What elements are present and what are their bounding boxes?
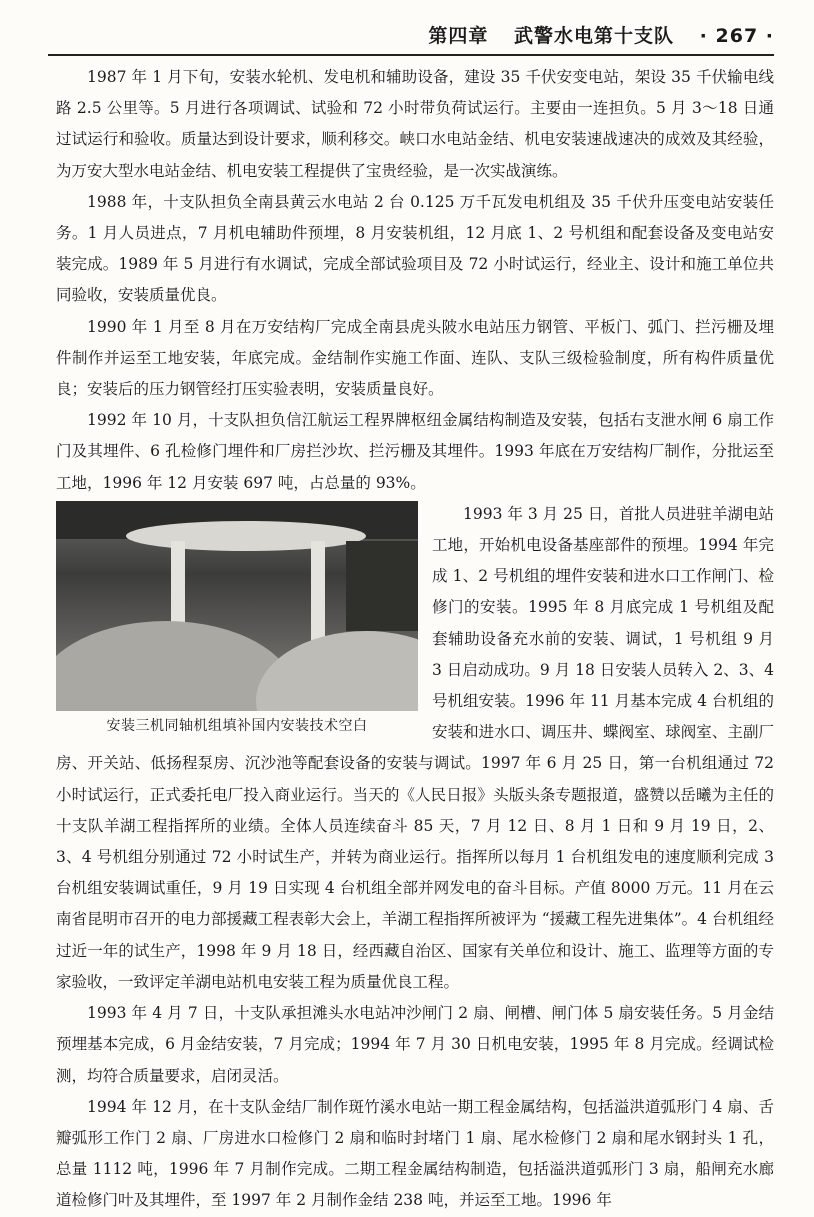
chapter-title: 武警水电第十支队 <box>514 25 675 47</box>
paragraph: 1988 年，十支队担负全南县黄云水电站 2 台 0.125 万千瓦发电机组及 35 千伏升压变电站安装任务。1 月人员进点，7 月机电辅助件预埋，8 月安装机组，12 月底 1、2 号机组和配套设备及变电站安装完成。1989 年 5 月进行有水调试，完成全部试验项目及 72 小时试运行，经业主、设计和施工单位共同验收，安装质量优良。 <box>56 192 774 305</box>
figure <box>56 501 418 742</box>
generator-installation-photo <box>56 501 418 711</box>
paragraph: 1993 年 3 月 25 日，首批人员进驻羊湖电站工地，开始机电设备基座部件的预埋。1994 年完成 1、2 号机组的埋件安装和进水口工作闸门、检修门的安装。1995 年 8 月底完成 1 号机组及配套辅助设备充水前的安装、调试，1 号机组 9 月 3 日启动成功。9 月 18 日安装人员转入 2、3、4 号机组安装。1996 年 11 月基本完成 4 台机组的安装和进水口、调压井、蝶阀室、球阀室、主副厂房、开关站、低扬程泵房、沉沙池等配套设备的安装与调试。1997 年 6 月 25 日，第一台机组通过 72 小时试运行，正式委托电厂投入商业运行。当天的《人民日报》头版头条专题报道，盛赞以岳曦为主任的十支队羊湖工程指挥所的业绩。全体人员连续奋斗 85 天，7 月 12 日、8 月 1 日和 9 月 19 日，2、3、4 号机组分别通过 72 小时试生产，并转为商业运行。指挥所以每月 1 台机组发电的速度顺利完成 3 台机组安装调试重任，9 月 19 日实现 4 台机组全部并网发电的奋斗目标。产值 8000 万元。11 月在云南省昆明市召开的电力部援藏工程表彰大会上，羊湖工程指挥所被评为 “援藏工程先进集体”。4 台机组经过近一年的试生产，1998 年 9 月 18 日，经西藏自治区、国家有关单位和设计、施工、监理等方面的专家验收，一致评定羊湖电站机电安装工程为质量优良工程。 <box>56 504 774 991</box>
paragraph: 1993 年 4 月 7 日，十支队承担滩头水电站冲沙闸门 2 扇、闸槽、闸门体 5 扇安装任务。5 月金结预埋基本完成，6 月金结安装，7 月完成；1994 年 7 月 30 日机电安装，1995 年 8 月完成。经调试检测，均符合质量要求，启闭灵活。 <box>56 1004 774 1085</box>
page-body <box>56 62 774 1217</box>
paragraph: 1987 年 1 月下旬，安装水轮机、发电机和辅助设备，建设 35 千伏安变电站，架设 35 千伏输电线路 2.5 公里等。5 月进行各项调试、试验和 72 小时带负荷试运行。主要由一连担负。5 月 3～18 日通过试运行和验收。质量达到设计要求，顺利移交。峡口水电站金结、机电安装速战速决的成效及其经验，为万安大型水电站金结、机电安装工程提供了宝贵经验，是一次实战演练。 <box>56 68 774 180</box>
page-header <box>48 18 774 56</box>
page-number: · 267 · <box>699 25 774 47</box>
figure-caption: 安装三机同轴机组填补国内安装技术空白 <box>106 717 368 734</box>
paragraph: 1994 年 12 月，在十支队金结厂制作斑竹溪水电站一期工程金属结构，包括溢洪道弧形门 4 扇、舌瓣弧形工作门 2 扇、厂房进水口检修门 2 扇和临时封堵门 1 扇、尾水检修门 2 扇和尾水钢封头 1 孔，总量 1112 吨，1996 年 7 月制作完成。二期工程金属结构制造，包括溢洪道弧形门 3 扇，船闸充水廊道检修门叶及其埋件，至 1997 年 2 月制作金结 238 吨，并运至工地。1996 年 <box>56 1097 774 1210</box>
paragraph: 1990 年 1 月至 8 月在万安结构厂完成全南县虎头陂水电站压力钢管、平板门、弧门、拦污栅及埋件制作并运至工地安装，年底完成。金结制作实施工作面、连队、支队三级检验制度，所有构件质量优良；安装后的压力钢管经打压实验表明，安装质量良好。 <box>56 317 774 399</box>
chapter-label: 第四章 <box>428 25 489 47</box>
paragraph: 1992 年 10 月，十支队担负信江航运工程界牌枢纽金属结构制造及安装，包括右支泄水闸 6 扇工作门及其埋件、6 孔检修门埋件和厂房拦沙坎、拦污栅及其埋件。1993 年底在万安结构厂制作，分批运至工地，1996 年 12 月安装 697 吨，占总量的 93%。 <box>56 411 774 492</box>
